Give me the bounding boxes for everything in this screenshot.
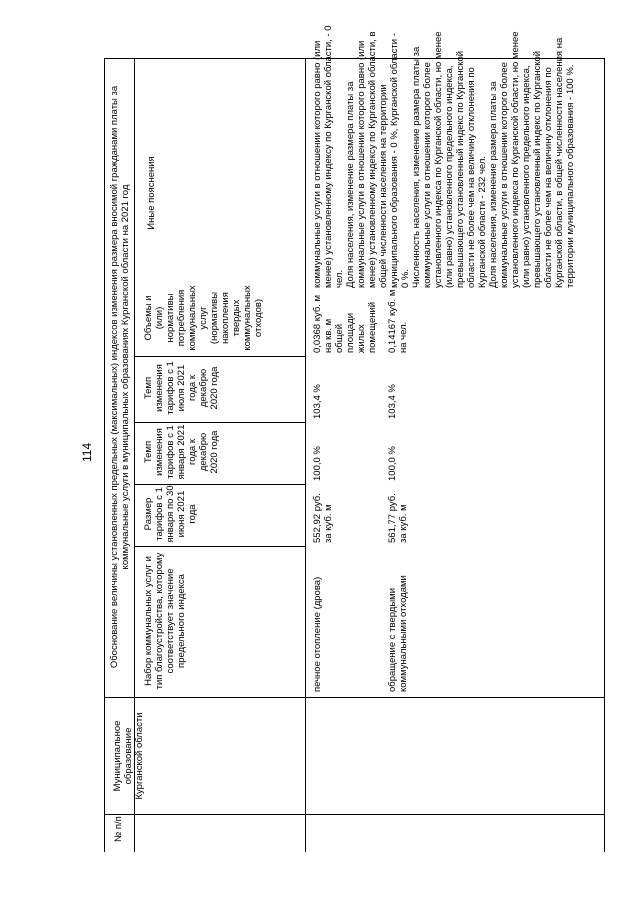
col-num-header: № п/п xyxy=(113,816,124,842)
note-line: Курганской области - 232 чел. xyxy=(477,155,488,288)
note-line: области не более чем на величину отклонения по xyxy=(466,67,477,288)
note-line: установленного индекса по Курганской области, но менее xyxy=(510,31,521,288)
note-line: установленного индекса по Курганской области, но менее xyxy=(433,31,444,288)
sub-header-temp-january: Темп изменения тарифов с 1 января 2021 года к декабрю 2020 года xyxy=(143,424,220,480)
note-line: (или равно) установленного предельного индекса, xyxy=(444,65,455,288)
row-2-temp-july: 103,4 % xyxy=(387,384,398,419)
note-line: превышающего установленный индекс по Курганской xyxy=(455,50,466,288)
note-line: Численность населения, изменение размера платы за xyxy=(411,46,422,288)
row-1-temp-july: 103,4 % xyxy=(312,384,323,419)
col-municipality-header: Муниципальное образование Курганской области xyxy=(112,712,145,800)
sub-header-service-set: Набор коммунальных услуг и тип благоустройства, которому соответствует значение предельного индекса xyxy=(143,552,187,690)
note-line: 0 %. xyxy=(400,268,411,288)
note-line: превышающего установленный индекс по Курганской xyxy=(532,50,543,288)
note-line: Доля населения, изменение размера платы за xyxy=(345,81,356,288)
note-line: общей численности населения на территории xyxy=(378,84,389,288)
note-line: менее) установленному индексу по Курганской области, в xyxy=(367,31,378,288)
note-line: области не более чем на величину отклонения по xyxy=(543,67,554,288)
note-line: чел. xyxy=(334,269,345,288)
row-2-volume: 0,14167 куб. м на чел. xyxy=(387,289,409,353)
note-line: Курганской области, в общей численности населения на xyxy=(554,37,565,288)
note-line: коммунальные услуги в отношении которого более xyxy=(422,62,433,288)
note-line: коммунальные услуги в отношении которого равно (или xyxy=(312,40,323,288)
sub-header-tariff: Размер тарифов с 1 января по 30 июня 2021 года xyxy=(143,485,198,543)
row-2-temp-january: 100,0 % xyxy=(387,446,398,481)
sub-header-temp-july: Темп изменения тарифов с 1 июля 2021 года к декабрю 2020 года xyxy=(143,361,220,415)
row-1-tariff: 552,92 руб. за куб. м xyxy=(312,493,334,543)
sub-header-volume: Объемы и (или) нормативы потребления коммунальных услуг (нормативы накопления твердых коммунальных отходов) xyxy=(143,285,264,351)
note-line: территории муниципального образования - 100 %. xyxy=(565,64,576,288)
row-2-tariff: 561,77 руб. за куб. м xyxy=(387,493,409,543)
page-number: 114 xyxy=(80,442,94,462)
note-line: коммунальные услуги в отношении которого более xyxy=(499,62,510,288)
note-line: коммунальные услуги в отношении которого равно (или xyxy=(356,40,367,288)
note-line: муниципального образования - 0 %, Курганской области - xyxy=(389,33,400,288)
note-line: (или равно) установленного предельного индекса, xyxy=(521,65,532,288)
note-line: менее) установленному индексу по Курганской области, - 0 xyxy=(323,25,334,288)
sub-header-other: Иные пояснения xyxy=(146,156,157,230)
header-main: Обоснование величины установленных предельных (максимальных) индексов изменения размера вносимой гражданами платы за коммунальные услуги в муниципальных образованиях Курганской области на 2021 год xyxy=(109,85,131,669)
note-line: Доля населения, изменение размера платы за xyxy=(488,81,499,288)
row-1-volume: 0,0368 куб. м на кв. м общей площади жилых помещений xyxy=(312,294,378,353)
row-1-temp-january: 100,0 % xyxy=(312,446,323,481)
row-1-service: печное отопление (дрова) xyxy=(312,576,323,692)
row-2-service: обращение с твердыми коммунальными отходами xyxy=(387,575,409,692)
